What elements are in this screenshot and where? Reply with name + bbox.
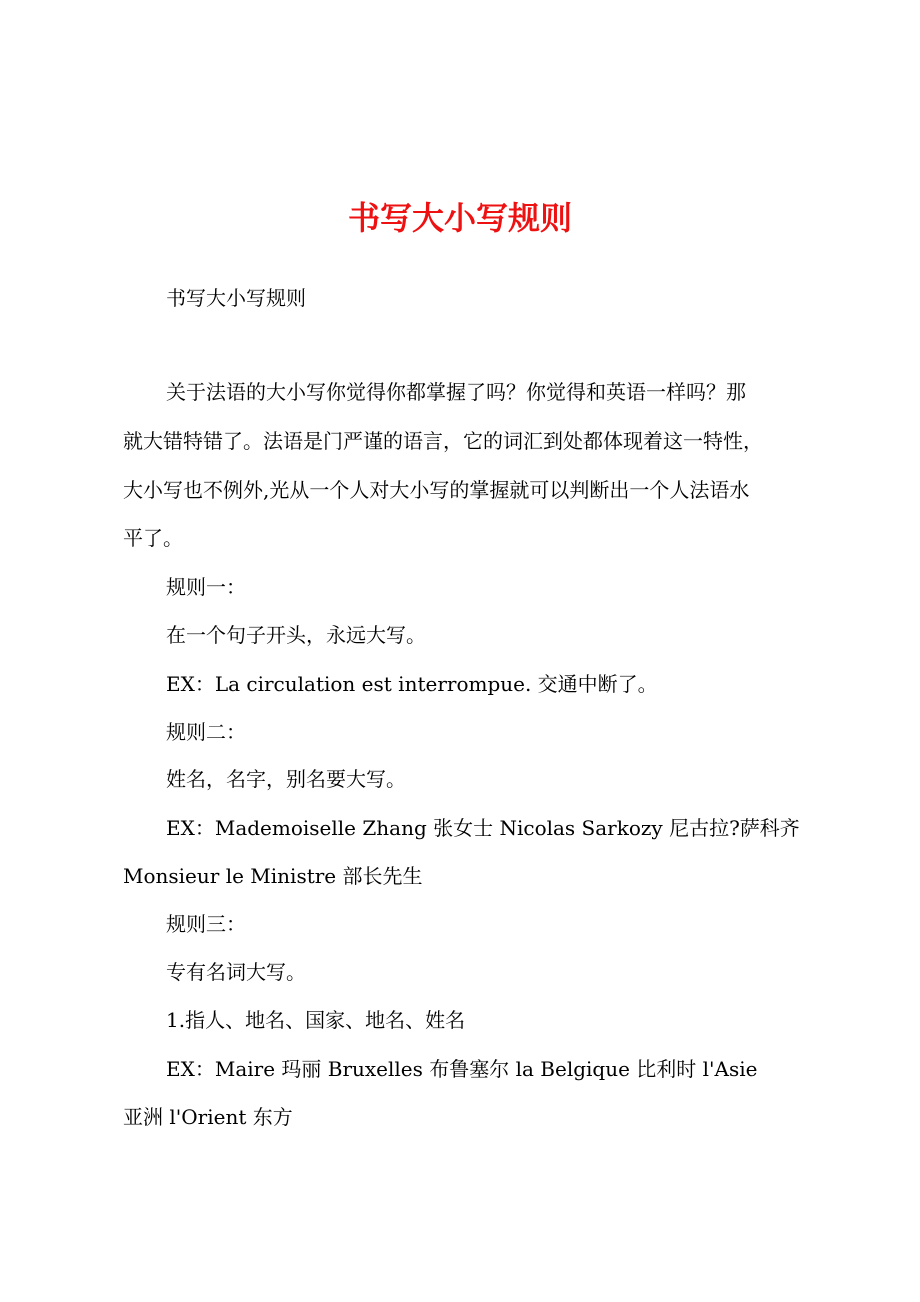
intro-line-1: 关于法语的大小写你觉得你都掌握了吗？你觉得和英语一样吗？那	[166, 380, 746, 404]
document-title: 书写大小写规则	[347, 199, 572, 237]
rule1-heading: 规则一：	[166, 575, 246, 599]
rule2-text: 姓名，名字，别名要大写。	[166, 767, 406, 791]
rule2-heading: 规则二：	[166, 720, 246, 744]
rule3-text: 专有名词大写。	[166, 960, 306, 984]
rule1-text: 在一个句子开头，永远大写。	[166, 623, 426, 647]
rule3-example-line-1: EX：Maire 玛丽 Bruxelles 布鲁塞尔 la Belgique 比利时 l'Asie	[166, 1057, 758, 1081]
rule1-example: EX：La circulation est interrompue. 交通中断了。	[166, 672, 658, 696]
rule2-example-line-1: EX：Mademoiselle Zhang 张女士 Nicolas Sarkozy 尼古拉?萨科齐	[166, 816, 800, 840]
intro-line-2: 就大错特错了。法语是门严谨的语言，它的词汇到处都体现着这一特性，	[123, 429, 763, 453]
rule3-example-line-2: 亚洲 l'Orient 东方	[123, 1105, 293, 1129]
rule3-item-1: 1.指人、地名、国家、地名、姓名	[166, 1008, 466, 1032]
rule3-heading: 规则三：	[166, 912, 246, 936]
intro-line-3: 大小写也不例外,光从一个人对大小写的掌握就可以判断出一个人法语水	[123, 478, 750, 502]
subtitle: 书写大小写规则	[166, 286, 306, 310]
intro-line-4: 平了。	[123, 526, 183, 550]
rule2-example-line-2: Monsieur le Ministre 部长先生	[123, 864, 423, 888]
